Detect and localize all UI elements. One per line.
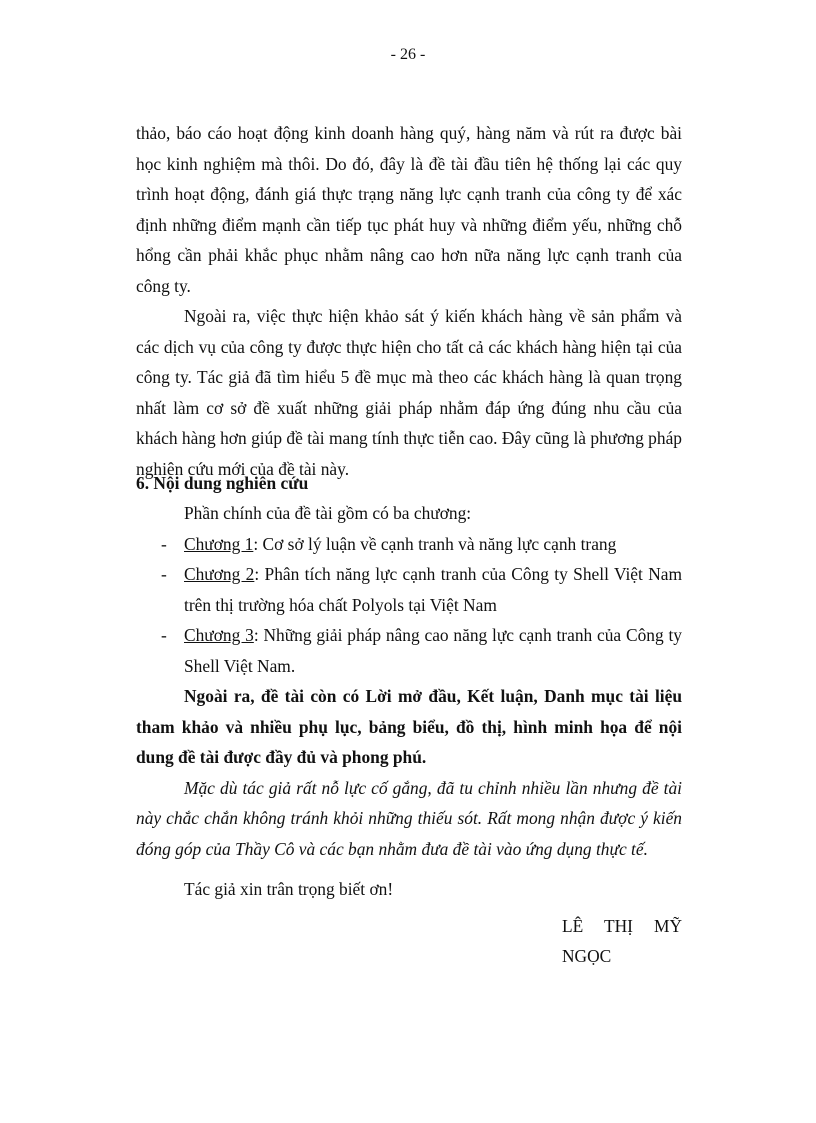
section-intro: Phần chính của đề tài gồm có ba chương: — [184, 503, 472, 523]
list-dash: - — [161, 533, 167, 554]
list-dash: - — [161, 564, 167, 584]
intro-paragraph-2: Ngoài ra, việc thực hiện khảo sát ý kiến khách hàng về sản phẩm và các dịch vụ của công ty được thực hiện cho tất cả các khách hàng hiện tại của công ty. Tác giả đã tìm hiểu 5 đề mục mà theo các khách hàng là quan trọng nhất làm cơ sở đề xuất những giải pháp nhằm đáp ứng đúng nhu cầu của khách hàng hơn giúp đề tài mang tính thực tiễn cao. Đây cũng là phương pháp nghiên cứu mới của đề tài này. — [136, 306, 682, 479]
intro-paragraph-1: thảo, báo cáo hoạt động kinh doanh hàng quý, hàng năm và rút ra được bài học kinh nghiệm mà thôi. Do đó, đây là đề tài đầu tiên hệ thống lại các quy trình hoạt động, đánh giá thực trạng năng lực cạnh tranh của công ty để xác định những điểm mạnh cần tiếp tục phát huy và những điểm yếu, những chỗ hổng cần phải khắc phục nhằm nâng cao hơn nữa năng lực cạnh tranh của công ty. — [136, 123, 682, 296]
intro-section — [136, 118, 682, 484]
chapter-item — [136, 620, 682, 681]
chapter-list — [136, 529, 682, 682]
chapter-item — [136, 559, 682, 620]
chapter-text: : Phân tích năng lực cạnh tranh của Công ty Shell Việt Nam trên thị trường hóa chất Polyols tại Việt Nam — [184, 564, 683, 615]
italic-paragraph: Mặc dù tác giả rất nỗ lực cố gắng, đã tu chỉnh nhiều lần nhưng đề tài này chắc chắn không tránh khỏi những thiếu sót. Rất mong nhận được ý kiến đóng góp của Thầy Cô và các bạn nhằm đưa đề tài vào ứng dụng thực tế. — [136, 777, 682, 859]
chapter-text: : Những giải pháp nâng cao năng lực cạnh tranh của Công ty Shell Việt Nam. — [184, 625, 682, 676]
author-signature: LÊ THỊ MỸ NGỌC — [562, 915, 682, 966]
bold-paragraph: Ngoài ra, đề tài còn có Lời mở đầu, Kết luận, Danh mục tài liệu tham khảo và nhiều phụ lục, bảng biểu, đồ thị, hình minh họa để nội dung đề tài được đầy đủ và phong phú. — [136, 686, 682, 767]
thanks-line: Tác giả xin trân trọng biết ơn! — [184, 879, 394, 899]
page-number: - 26 - — [390, 46, 426, 63]
chapter-label: Chương 1 — [184, 533, 254, 554]
chapter-label: Chương 2 — [184, 564, 255, 584]
chapter-text: : Cơ sở lý luận về cạnh tranh và năng lực cạnh trang — [253, 533, 617, 554]
content-section — [136, 498, 682, 971]
chapter-item — [136, 529, 682, 560]
section-heading: 6. Nội dung nghiên cứu — [136, 473, 309, 493]
list-dash: - — [161, 625, 167, 645]
chapter-label: Chương 3 — [184, 625, 254, 645]
